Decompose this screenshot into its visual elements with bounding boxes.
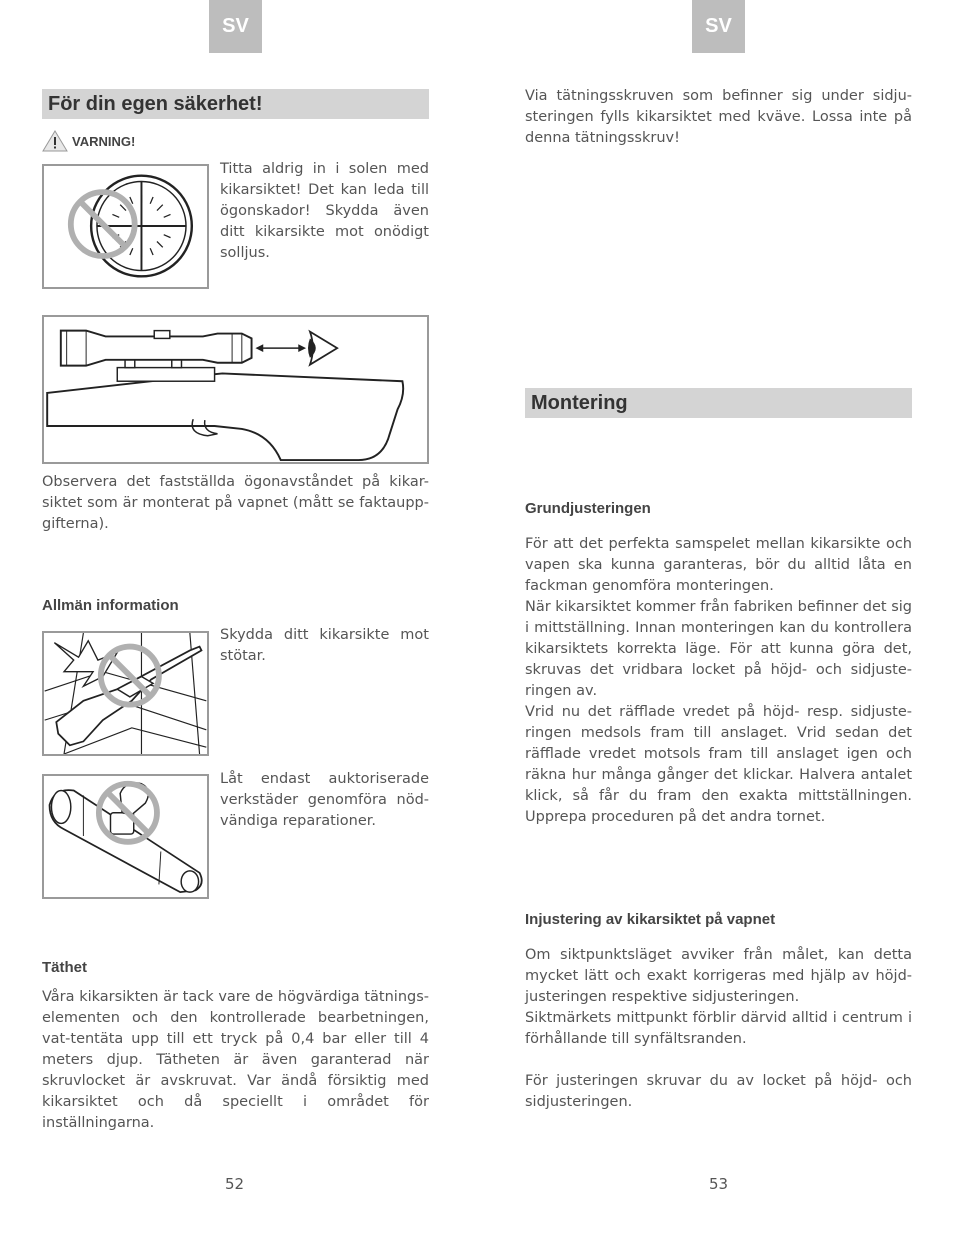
basic-paragraph: Vrid nu det räfflade vredet på höjd- resp. sidjuste-ringen medsols fram till anslaget. Vrid sedan det räfflade vredet motsols fram till anslaget igen och räkna hur många gånger det klickar. Halvera antalet klick, så får du fram den exakta mittställningen. Upprepa proceduren på det andra tornet. <box>525 704 912 825</box>
scope-adjust-heading: Injustering av kikarsiktet på vapnet <box>525 911 776 928</box>
eye-relief-text: Observera det fastställda ögonavståndet på kikar-siktet som är monterat på vapnet (mått se faktaupp-gifterna). <box>42 474 429 532</box>
warning-label: VARNING! <box>72 133 136 149</box>
shock-text: Skydda ditt kikarsikte mot stötar. <box>220 627 429 664</box>
page-number-left: 52 <box>225 1175 245 1193</box>
sun-warning-figure <box>42 164 209 289</box>
adjust-paragraph: Om siktpunktsläget avviker från målet, kan detta mycket lätt och exakt korrigeras med hjälp av höjd-justeringen respektive sidjusteringen. <box>525 947 912 1005</box>
nitrogen-text: Via tätningsskruven som befinner sig under sidju-steringen fylls kikarsiktet med kväve. Lossa inte på denna tätningsskruv! <box>525 88 912 146</box>
basic-adjustment-heading: Grundjusteringen <box>525 500 651 517</box>
warning-row <box>42 130 135 152</box>
basic-paragraph: När kikarsiktet kommer från fabriken befinner det sig i mittställning. Innan monteringen kan du kontrollera kikarsiktets korrekta läge. För att kunna göra det, skruvas det vridbara locket på höjd- och sidjuste-ringen av. <box>525 599 912 699</box>
section-title-mounting: Montering <box>525 388 912 418</box>
warning-triangle-icon <box>42 130 68 152</box>
language-tab-right: SV <box>692 0 745 53</box>
adjust-final-paragraph: För justeringen skruvar du av locket på höjd- och sidjusteringen. <box>525 1073 912 1110</box>
tightness-heading: Täthet <box>42 959 87 976</box>
page-number-right: 53 <box>709 1175 729 1193</box>
repair-warning-figure <box>42 774 209 899</box>
tightness-text: Våra kikarsikten är tack vare de högvärdiga tätnings-elementen och den kontrollerade bearbetningen, vat-tentäta upp till ett tryck på 0,4 bar eller till 4 meters djup. Tätheten är även garanterad när skruvlocket är avskruvat. Var ändå försiktig med kikarsiktet och då speciellt i området för inställningarna. <box>42 989 429 1131</box>
adjust-paragraph: Siktmärkets mittpunkt förblir därvid alltid i centrum i förhållande till synfältsranden. <box>525 1010 912 1047</box>
basic-adjustment-text <box>525 534 912 828</box>
eye-relief-figure <box>42 315 429 464</box>
language-tab-left: SV <box>209 0 262 53</box>
general-info-heading: Allmän information <box>42 597 179 614</box>
repair-text: Låt endast auktoriserade verkstäder genomföra nöd-vändiga reparationer. <box>220 771 429 829</box>
scope-adjust-text <box>525 945 912 1113</box>
section-title-safety: För din egen säkerhet! <box>42 89 429 119</box>
warning-text: Titta aldrig in i solen med kikarsiktet! Det kan leda till ögonskador! Skydda även ditt kikarsikte mot onödigt solljus. <box>220 161 429 261</box>
basic-paragraph: För att det perfekta samspelet mellan kikarsikte och vapen ska kunna garanteras, bör du alltid låta en fackman genomföra monteringen. <box>525 536 912 594</box>
shock-warning-figure <box>42 631 209 756</box>
